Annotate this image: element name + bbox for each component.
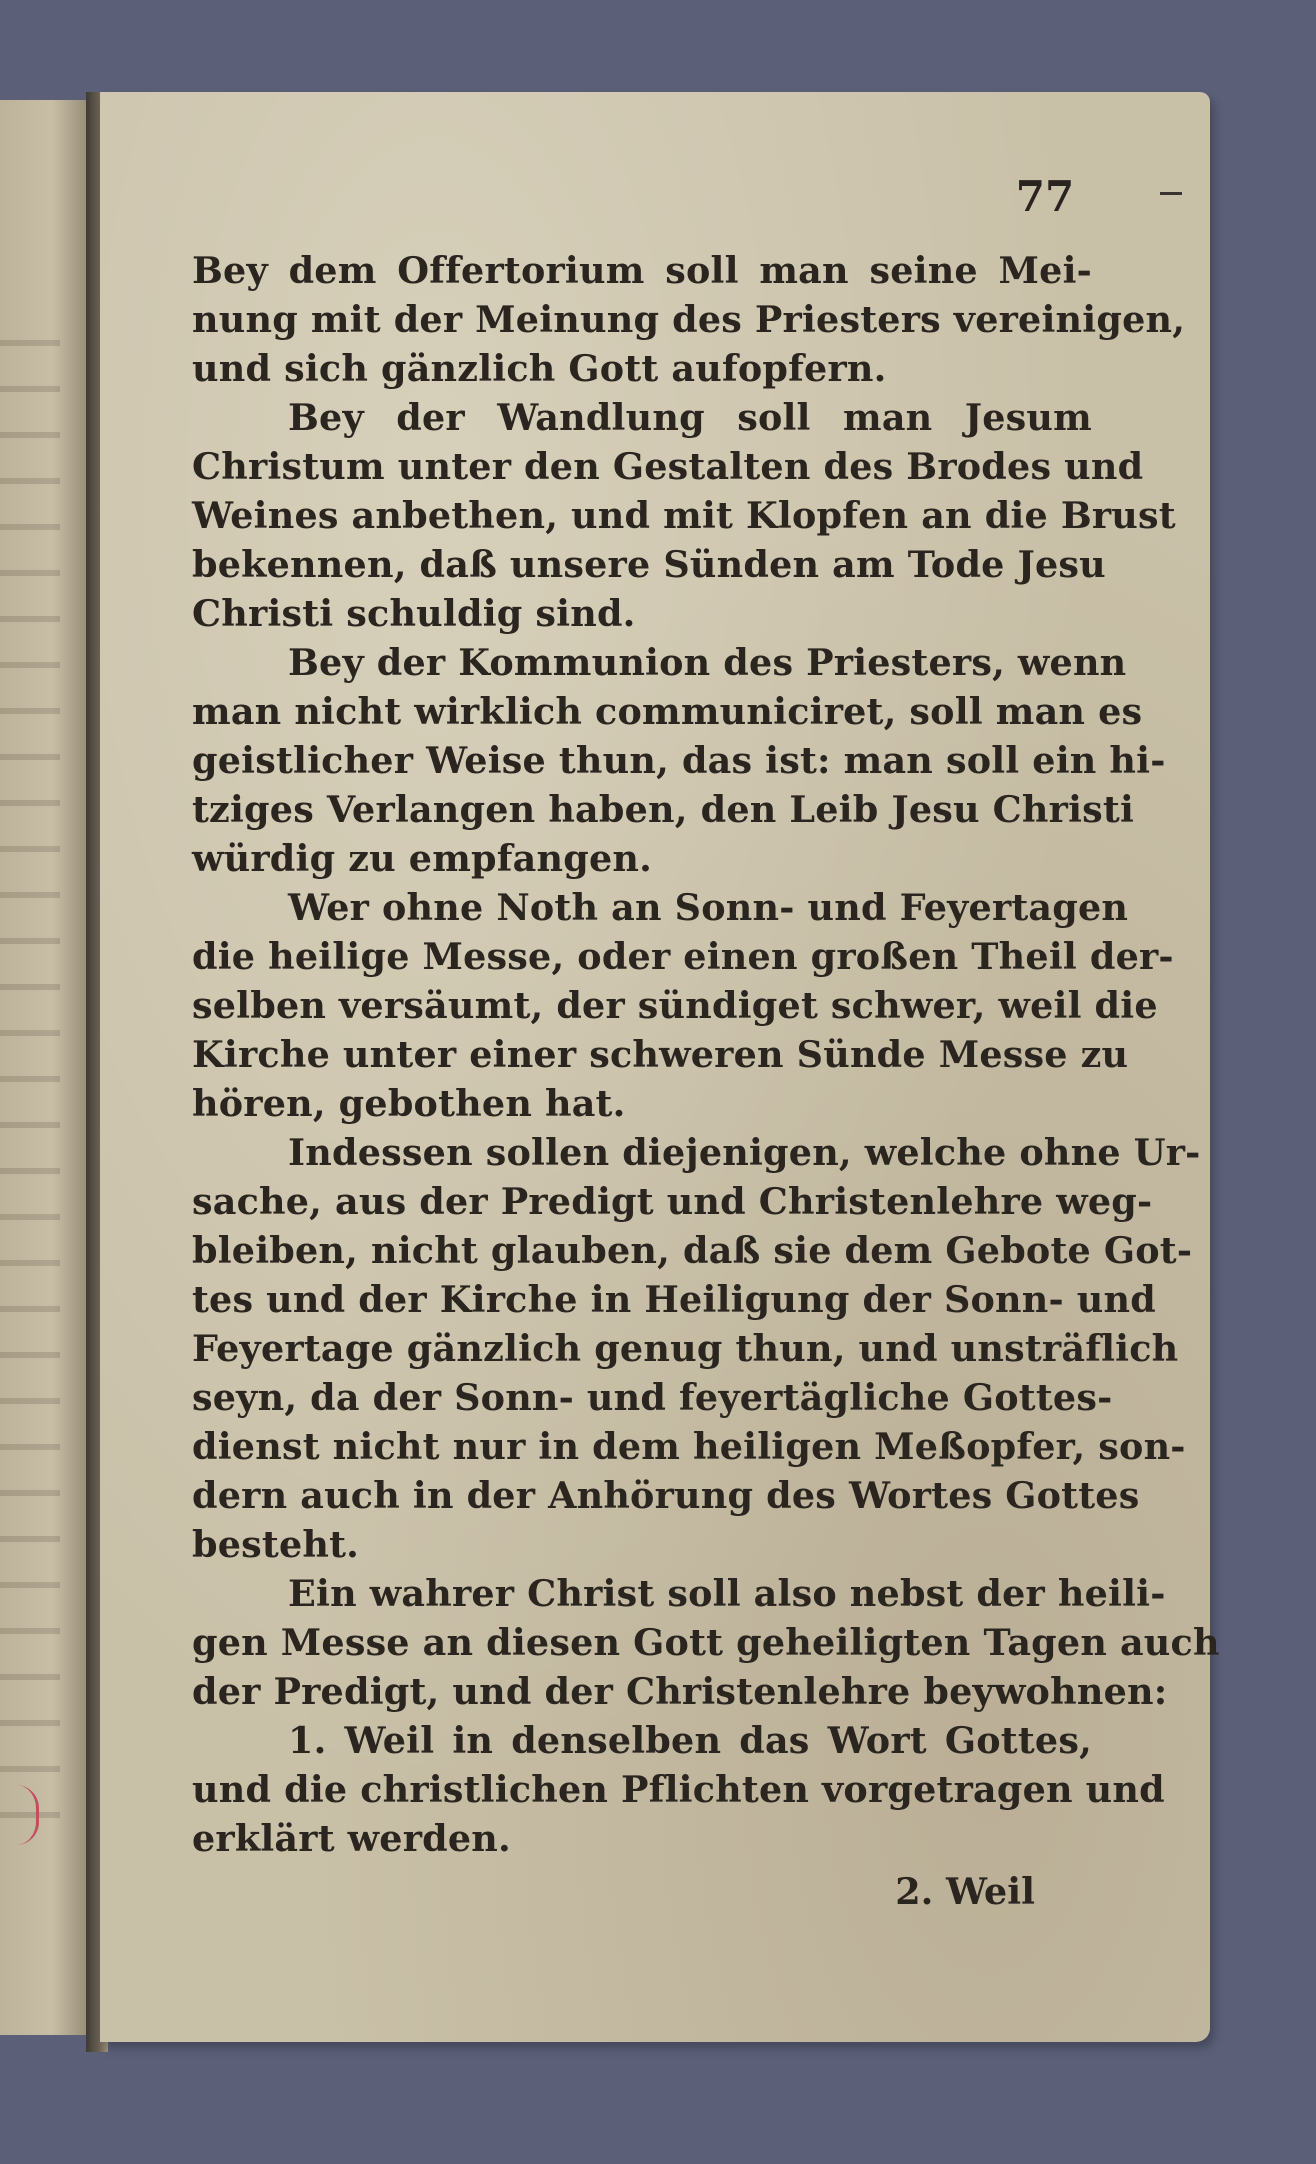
text-line: gen Messe an diesen Gott geheiligten Tagen auch bbox=[192, 1621, 1220, 1664]
text-line: bekennen, daß unsere Sünden am Tode Jesu bbox=[192, 543, 1106, 586]
header-dash bbox=[1160, 192, 1182, 195]
text-line: Feyertage gänzlich genug thun, und unsträflich bbox=[192, 1327, 1179, 1370]
text-line: 1. Weil in denselben das Wort Gottes, bbox=[288, 1719, 1092, 1762]
text-line: nung mit der Meinung des Priesters vereinigen, bbox=[192, 298, 1186, 341]
text-line: Bey der Kommunion des Priesters, wenn bbox=[288, 641, 1127, 684]
text-line: erklärt werden. bbox=[192, 1817, 511, 1860]
text-line: dern auch in der Anhörung des Wortes Gottes bbox=[192, 1474, 1140, 1517]
text-line: Bey dem Offertorium soll man seine Mei- bbox=[192, 249, 1092, 292]
text-line: man nicht wirklich communiciret, soll man es bbox=[192, 690, 1143, 733]
page-number: 77 bbox=[1015, 172, 1075, 221]
text-line: Wer ohne Noth an Sonn- und Feyertagen bbox=[288, 886, 1129, 929]
text-line: besteht. bbox=[192, 1523, 360, 1566]
text-line: der Predigt, und der Christenlehre beywohnen: bbox=[192, 1670, 1168, 1713]
text-line: tes und der Kirche in Heiligung der Sonn- und bbox=[192, 1278, 1156, 1321]
text-line: tziges Verlangen haben, den Leib Jesu Christi bbox=[192, 788, 1135, 831]
text-line: die heilige Messe, oder einen großen Theil der- bbox=[192, 935, 1174, 978]
text-line: selben versäumt, der sündiget schwer, weil die bbox=[192, 984, 1158, 1027]
text-line: dienst nicht nur in dem heiligen Meßopfer, son- bbox=[192, 1425, 1186, 1468]
facing-page-edge bbox=[0, 100, 95, 2035]
text-line: seyn, da der Sonn- und feyertägliche Gottes- bbox=[192, 1376, 1113, 1419]
catchword: 2. Weil bbox=[895, 1870, 1035, 1913]
text-line: sache, aus der Predigt und Christenlehre weg- bbox=[192, 1180, 1153, 1223]
text-line: würdig zu empfangen. bbox=[192, 837, 653, 880]
page-body-text bbox=[192, 246, 1220, 1863]
text-line: hören, gebothen hat. bbox=[192, 1082, 626, 1125]
text-line: Weines anbethen, und mit Klopfen an die Brust bbox=[192, 494, 1176, 537]
text-line: Christi schuldig sind. bbox=[192, 592, 636, 635]
text-line: Indessen sollen diejenigen, welche ohne Ur- bbox=[288, 1131, 1201, 1174]
text-line: bleiben, nicht glauben, daß sie dem Gebote Got- bbox=[192, 1229, 1193, 1272]
text-line: Christum unter den Gestalten des Brodes und bbox=[192, 445, 1144, 488]
text-line: Bey der Wandlung soll man Jesum bbox=[288, 396, 1092, 439]
text-line: Ein wahrer Christ soll also nebst der heili- bbox=[288, 1572, 1166, 1615]
text-line: und die christlichen Pflichten vorgetragen und bbox=[192, 1768, 1165, 1811]
text-line: Kirche unter einer schweren Sünde Messe zu bbox=[192, 1033, 1129, 1076]
facing-page-text-remnant bbox=[0, 340, 60, 1840]
text-line: und sich gänzlich Gott aufopfern. bbox=[192, 347, 887, 390]
text-line: geistlicher Weise thun, das ist: man soll ein hi- bbox=[192, 739, 1166, 782]
